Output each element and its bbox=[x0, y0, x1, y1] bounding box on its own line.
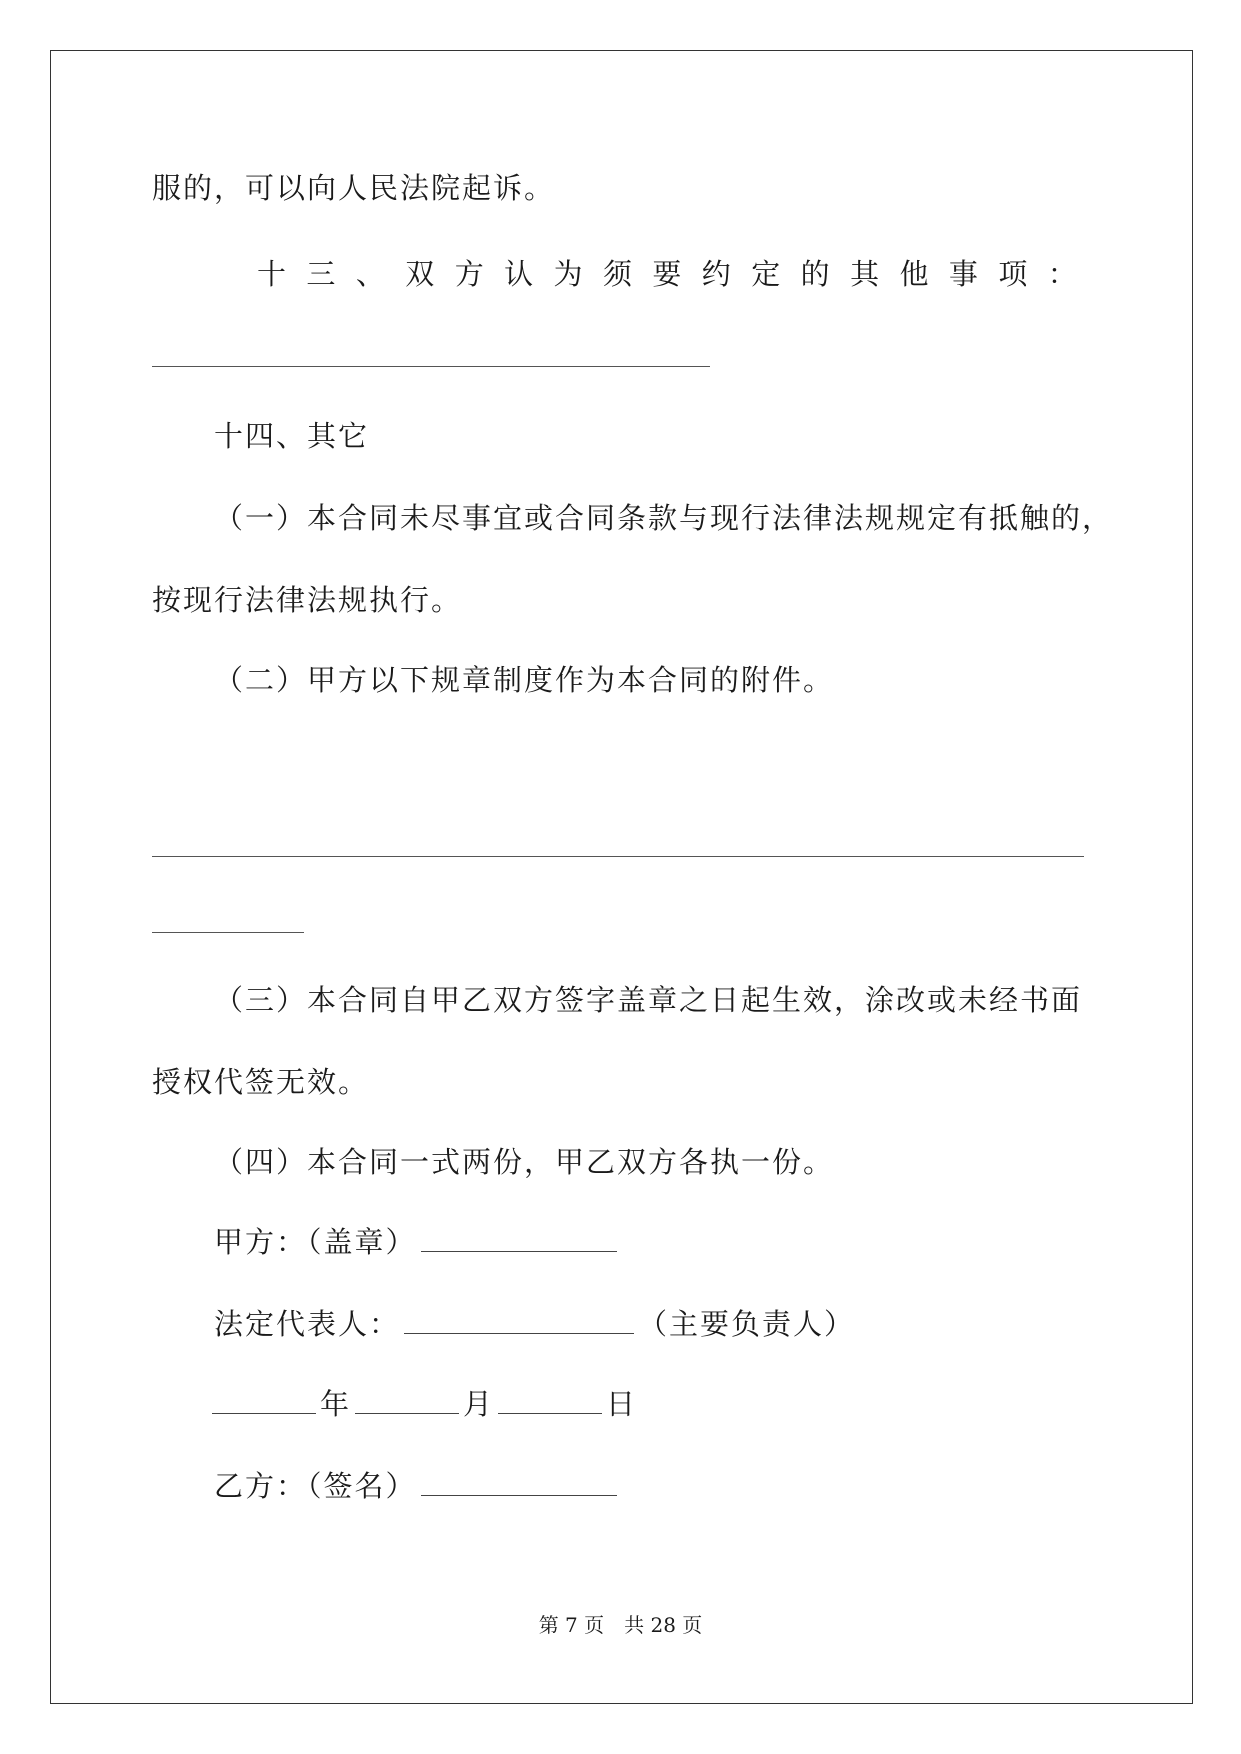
paragraph-line: 按现行法律法规执行。 bbox=[152, 583, 463, 617]
heading-char: 定 bbox=[751, 257, 781, 291]
paragraph-line: （四）本合同一式两份，甲乙双方各执一份。 bbox=[214, 1145, 835, 1179]
date-line bbox=[212, 1386, 637, 1422]
heading-char: 项 bbox=[998, 257, 1028, 291]
heading-char: 双 bbox=[405, 257, 435, 291]
legal-rep-note: （主要负责人） bbox=[638, 1307, 856, 1341]
clause-14-heading: 十四、其它 bbox=[214, 419, 370, 453]
year-label: 年 bbox=[320, 1387, 352, 1421]
paragraph-line: （二）甲方以下规章制度作为本合同的附件。 bbox=[214, 663, 835, 697]
heading-char: ： bbox=[1047, 257, 1077, 291]
heading-char: 为 bbox=[553, 257, 583, 291]
page-border bbox=[50, 50, 1193, 1704]
heading-char: 的 bbox=[800, 257, 830, 291]
paragraph-line: 服的，可以向人民法院起诉。 bbox=[152, 171, 556, 205]
legal-rep-blank bbox=[404, 1309, 634, 1334]
heading-char: 、 bbox=[355, 257, 385, 291]
party-b-label: 乙方：（签名） bbox=[214, 1469, 417, 1503]
heading-char: 十 bbox=[257, 257, 287, 291]
heading-char: 事 bbox=[948, 257, 978, 291]
legal-rep-label: 法定代表人： bbox=[214, 1307, 401, 1341]
paragraph-line: 授权代签无效。 bbox=[152, 1065, 370, 1099]
party-a-signature bbox=[214, 1224, 621, 1260]
heading-char: 须 bbox=[602, 257, 632, 291]
heading-char: 要 bbox=[652, 257, 682, 291]
day-label: 日 bbox=[606, 1387, 638, 1421]
party-b-blank bbox=[421, 1471, 617, 1496]
party-a-label: 甲方：（盖章） bbox=[214, 1225, 417, 1259]
party-b-signature bbox=[214, 1468, 621, 1504]
heading-char: 其 bbox=[850, 257, 880, 291]
year-blank bbox=[212, 1389, 316, 1414]
heading-char: 他 bbox=[899, 257, 929, 291]
blank-fill-line bbox=[152, 856, 1084, 857]
heading-char: 方 bbox=[454, 257, 484, 291]
page-number-footer: 第 7 页 共 28 页 bbox=[538, 1613, 703, 1637]
blank-fill-line bbox=[152, 366, 710, 367]
paragraph-line: （一）本合同未尽事宜或合同条款与现行法律法规规定有抵触的， bbox=[214, 501, 1114, 535]
legal-representative-line bbox=[214, 1306, 855, 1342]
day-blank bbox=[498, 1389, 602, 1414]
month-blank bbox=[355, 1389, 459, 1414]
heading-char: 认 bbox=[504, 257, 534, 291]
blank-fill-line bbox=[152, 932, 304, 933]
clause-13-heading bbox=[257, 256, 1077, 292]
heading-char: 三 bbox=[306, 257, 336, 291]
party-a-blank bbox=[421, 1227, 617, 1252]
month-label: 月 bbox=[463, 1387, 495, 1421]
heading-char: 约 bbox=[701, 257, 731, 291]
paragraph-line: （三）本合同自甲乙双方签字盖章之日起生效，涂改或未经书面 bbox=[214, 983, 1083, 1017]
